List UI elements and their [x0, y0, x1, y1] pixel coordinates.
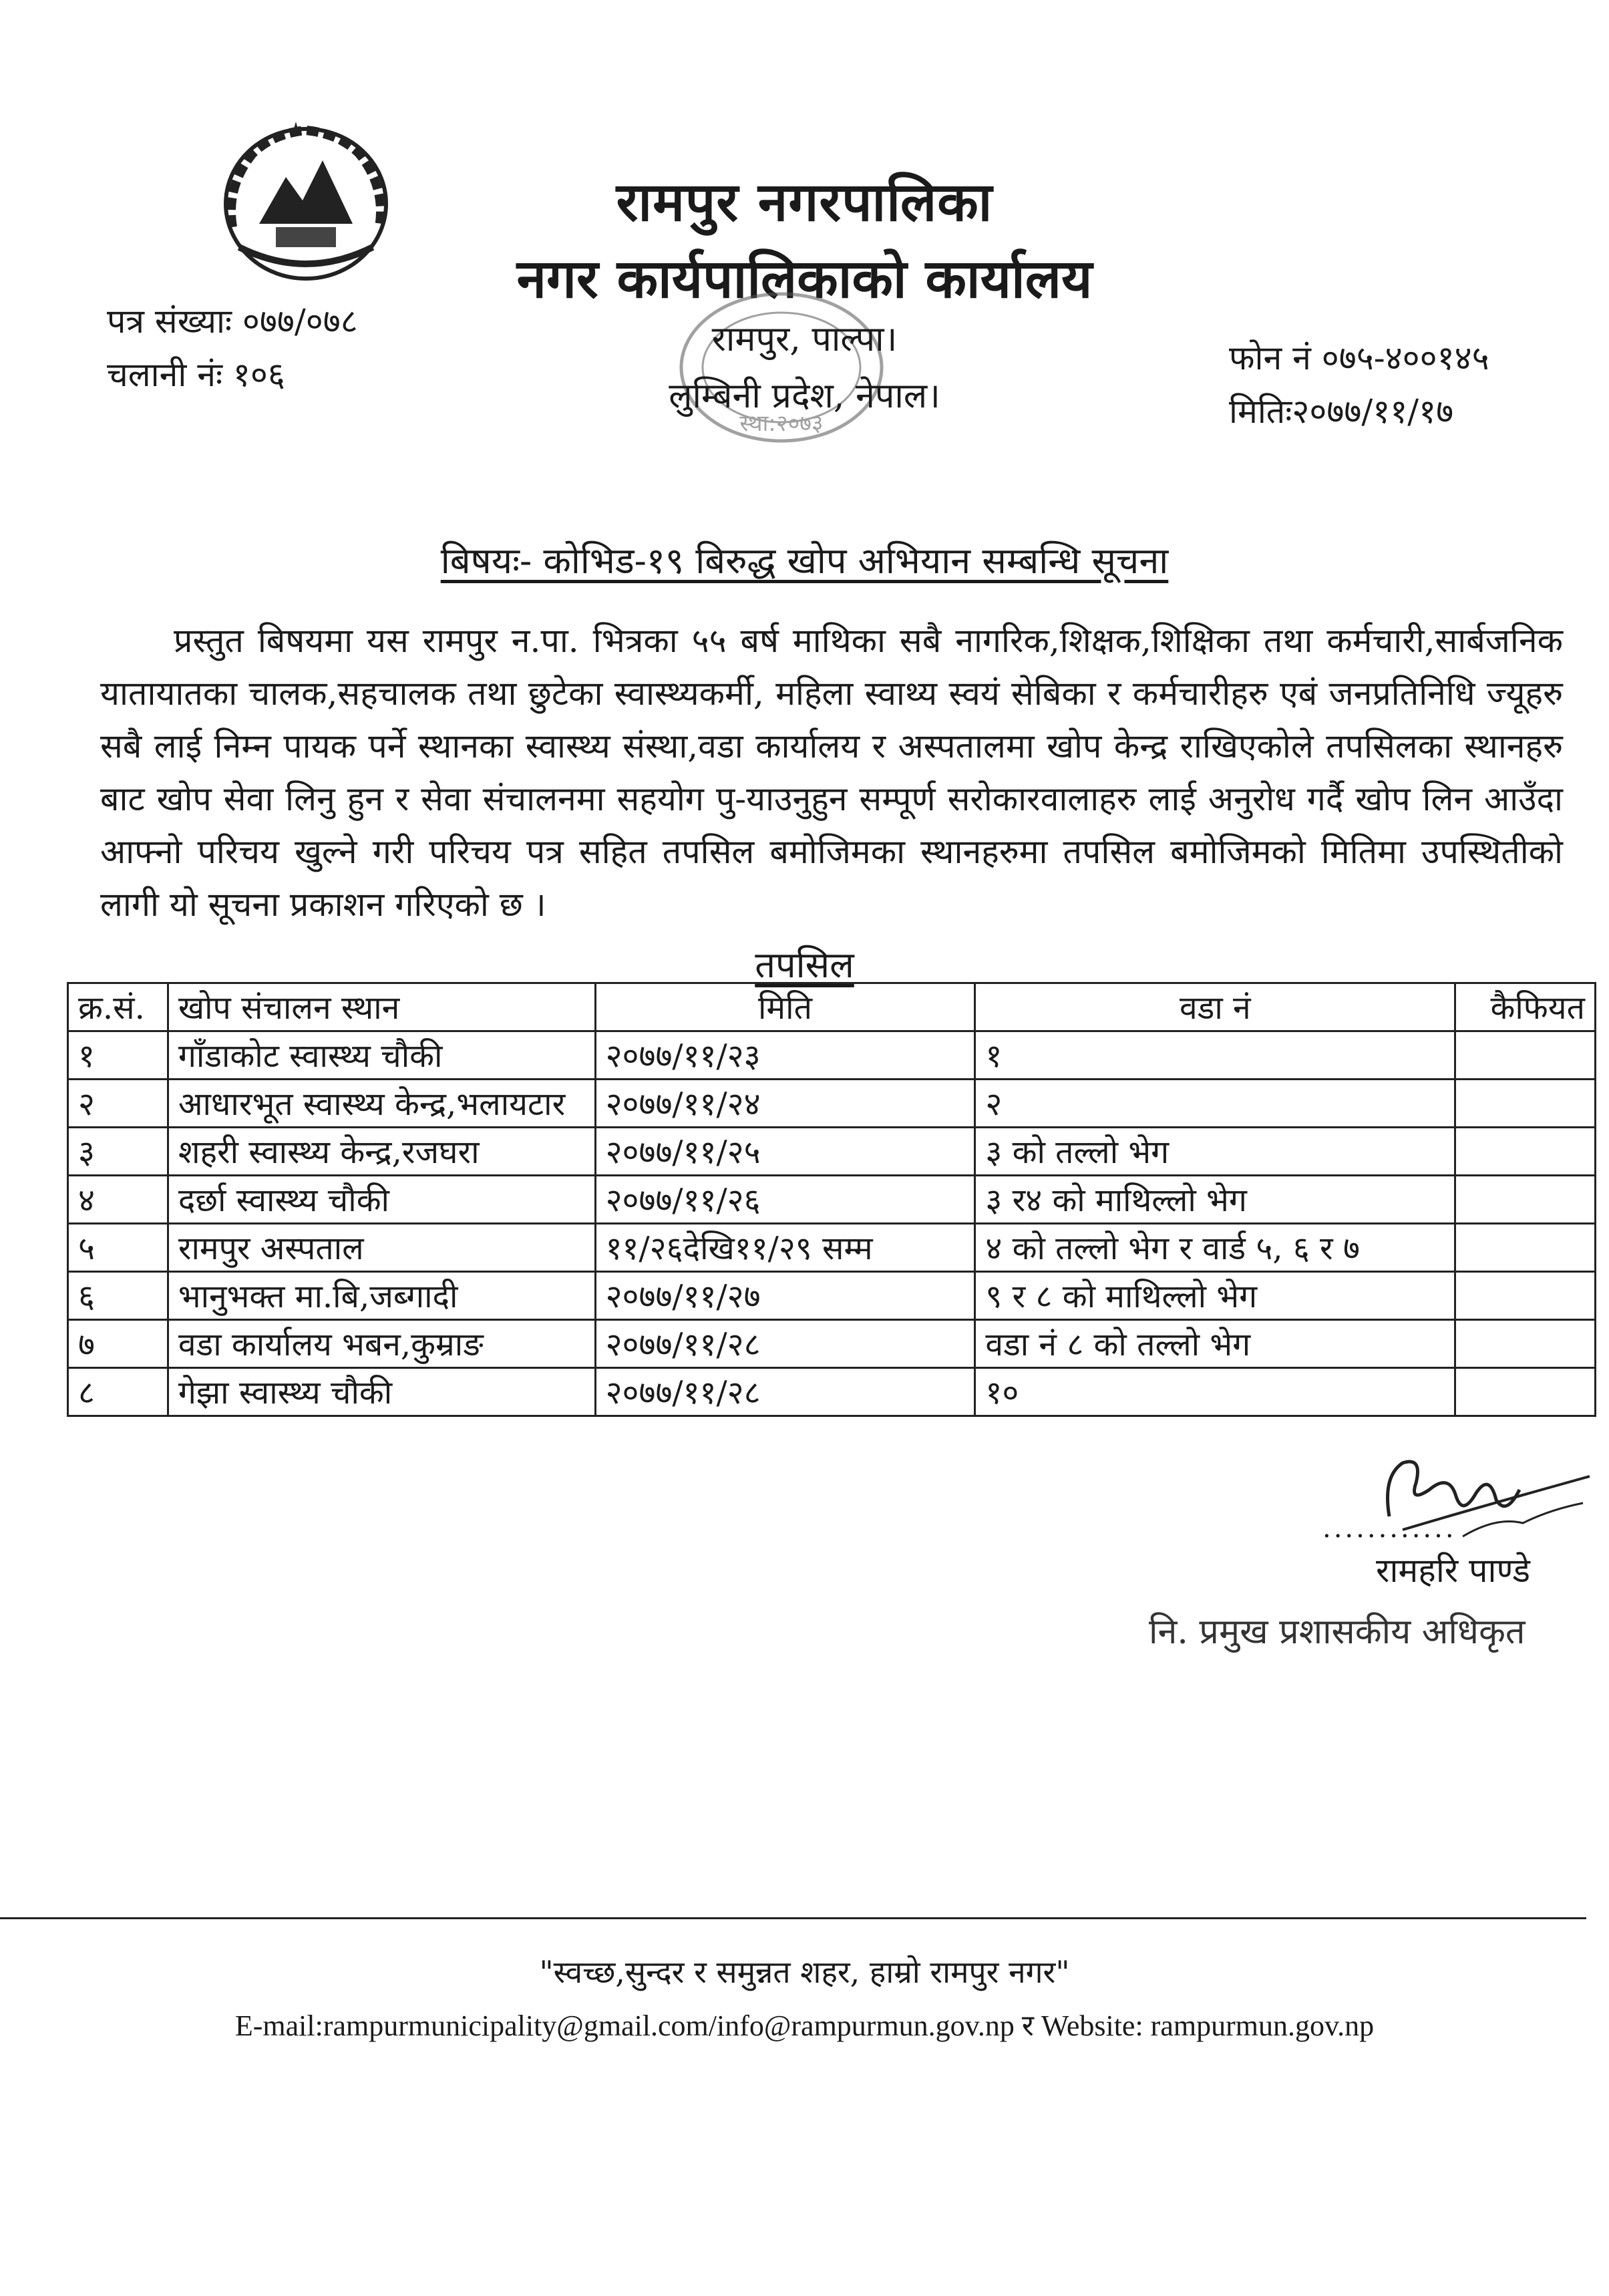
- header-date: मिति: [595, 983, 975, 1031]
- cell-remarks: [1455, 1368, 1596, 1416]
- notice-body: प्रस्तुत बिषयमा यस रामपुर न.पा. भित्रका ५५ बर्ष माथिका सबै नागरिक,शिक्षक,शिक्षिका तथा कर्मचारी,सार्बजनिक यातायातका चालक,सहचालक तथा छुटेका स्वास्थ्यकर्मी, महिला स्वाथ्य स्वयं सेबिका र कर्मचारीहरु एबं जनप्रतिनिधि ज्यूहरु सबै लाई निम्न पायक पर्ने स्थानका स्वास्थ्य संस्था,वडा कार्यालय र अस्पतालमा खोप केन्द्र राखिएकोले तपसिलका स्थानहरु बाट खोप सेवा लिनु हुन र सेवा संचालनमा सहयोग पु-याउनुहुन सम्पूर्ण सरोकारवालाहरु लाई अनुरोध गर्दै खोप लिन आउँदा आफ्नो परिचय खुल्ने गरी परिचय पत्र सहित तपसिल बमोजिमका स्थानहरुमा तपसिल बमोजिमको मितिमा उपस्थितीको लागी यो सूचना प्रकाशन गरिएको छ ।: [100, 621, 1563, 924]
- cell-sn: २: [68, 1080, 168, 1128]
- cell-date: २०७७/११/२५: [595, 1128, 975, 1176]
- cell-ward: ९ र ८ को माथिल्लो भेग: [975, 1272, 1455, 1320]
- cell-sn: ५: [68, 1224, 168, 1272]
- cell-remarks: [1455, 1031, 1596, 1080]
- cell-location: वडा कार्यालय भबन,कुम्राङ: [168, 1320, 595, 1368]
- header-location: खोप संचालन स्थान: [168, 983, 595, 1031]
- cell-ward: २: [975, 1080, 1455, 1128]
- cell-sn: ६: [68, 1272, 168, 1320]
- cell-location: रामपुर अस्पताल: [168, 1224, 595, 1272]
- dispatch-number: चलानी नंः १०६: [107, 355, 285, 394]
- cell-remarks: [1455, 1224, 1596, 1272]
- phone-number: फोन नं ०७५-४००१४५: [1229, 339, 1489, 377]
- cell-location: शहरी स्वास्थ्य केन्द्र,रजघरा: [168, 1128, 595, 1176]
- table-row: [68, 1272, 1596, 1320]
- cell-ward: १: [975, 1031, 1455, 1080]
- office-name: नगर कार्यपालिकाको कार्यालय: [516, 247, 1093, 310]
- cell-sn: ३: [68, 1128, 168, 1176]
- org-name: रामपुर नगरपालिका: [616, 170, 993, 233]
- table-caption: [0, 939, 1609, 988]
- cell-ward: ३ र४ को माथिल्लो भेग: [975, 1176, 1455, 1224]
- cell-remarks: [1455, 1176, 1596, 1224]
- signature-dots: ............: [1322, 1513, 1457, 1544]
- table-caption-text: तपसिल: [755, 944, 854, 986]
- header-ward: वडा नं: [975, 983, 1455, 1031]
- cell-date: २०७७/११/२६: [595, 1176, 975, 1224]
- cell-date: २०७७/११/२७: [595, 1272, 975, 1320]
- footer-contact: E-mail:rampurmunicipality@gmail.com/info@rampurmun.gov.np र Website: rampurmun.gov.np: [234, 2009, 1375, 2042]
- letter-date: मितिः२०७७/११/१७: [1229, 392, 1454, 431]
- cell-location: गेझा स्वास्थ्य चौकी: [168, 1368, 595, 1416]
- table-row: [68, 1128, 1596, 1176]
- cell-remarks: [1455, 1320, 1596, 1368]
- cell-location: भानुभक्त मा.बि,जब्गादी: [168, 1272, 595, 1320]
- cell-date: २०७७/११/२४: [595, 1080, 975, 1128]
- signer-title: नि. प्रमुख प्रशासकीय अधिकृत: [1149, 1612, 1526, 1652]
- cell-sn: ४: [68, 1176, 168, 1224]
- cell-location: दर्छा स्वास्थ्य चौकी: [168, 1176, 595, 1224]
- cell-remarks: [1455, 1080, 1596, 1128]
- cell-date: ११/२६देखि११/२९ सम्म: [595, 1224, 975, 1272]
- table-row: [68, 1080, 1596, 1128]
- cell-remarks: [1455, 1128, 1596, 1176]
- table-row: [68, 1031, 1596, 1080]
- cell-location: गाँडाकोट स्वास्थ्य चौकी: [168, 1031, 595, 1080]
- cell-date: २०७७/११/२८: [595, 1320, 975, 1368]
- cell-date: २०७७/११/२८: [595, 1368, 975, 1416]
- office-seal: [675, 287, 888, 448]
- seal-text: स्था:२०७३: [739, 410, 824, 437]
- letter-number: पत्र संख्याः ०७७/०७८: [107, 302, 358, 341]
- cell-remarks: [1455, 1272, 1596, 1320]
- table-header-row: [68, 983, 1596, 1031]
- table-row: [68, 1320, 1596, 1368]
- table-row: [68, 1368, 1596, 1416]
- subject-text: बिषयः- कोभिड-१९ बिरुद्ध खोप अभियान सम्बन्धि सूचना: [440, 540, 1169, 582]
- cell-location: आधारभूत स्वास्थ्य केन्द्र,भलायटार: [168, 1080, 595, 1128]
- address-line-2: लुम्बिनी प्रदेश, नेपाल।: [669, 376, 940, 416]
- header-remarks: कैफियत: [1455, 983, 1596, 1031]
- cell-sn: १: [68, 1031, 168, 1080]
- vaccination-schedule-table: [67, 982, 1596, 1417]
- cell-ward: ४ को तल्लो भेग र वार्ड ५, ६ र ७: [975, 1224, 1455, 1272]
- cell-sn: ८: [68, 1368, 168, 1416]
- cell-date: २०७७/११/२३: [595, 1031, 975, 1080]
- signer-name: रामहरि पाण्डे: [1376, 1551, 1530, 1590]
- cell-sn: ७: [68, 1320, 168, 1368]
- table-row: [68, 1224, 1596, 1272]
- cell-ward: १०: [975, 1368, 1455, 1416]
- footer-divider: [0, 1917, 1586, 1919]
- subject-line: [0, 534, 1609, 584]
- cell-ward: वडा नं ८ को तल्लो भेग: [975, 1320, 1455, 1368]
- header-sn: क्र.सं.: [68, 983, 168, 1031]
- cell-ward: ३ को तल्लो भेग: [975, 1128, 1455, 1176]
- table-row: [68, 1176, 1596, 1224]
- address-line-1: रामपुर, पाल्पा।: [711, 319, 898, 359]
- footer-slogan: "स्वच्छ,सुन्दर र समुन्नत शहर, हाम्रो रामपुर नगर": [539, 1954, 1070, 1990]
